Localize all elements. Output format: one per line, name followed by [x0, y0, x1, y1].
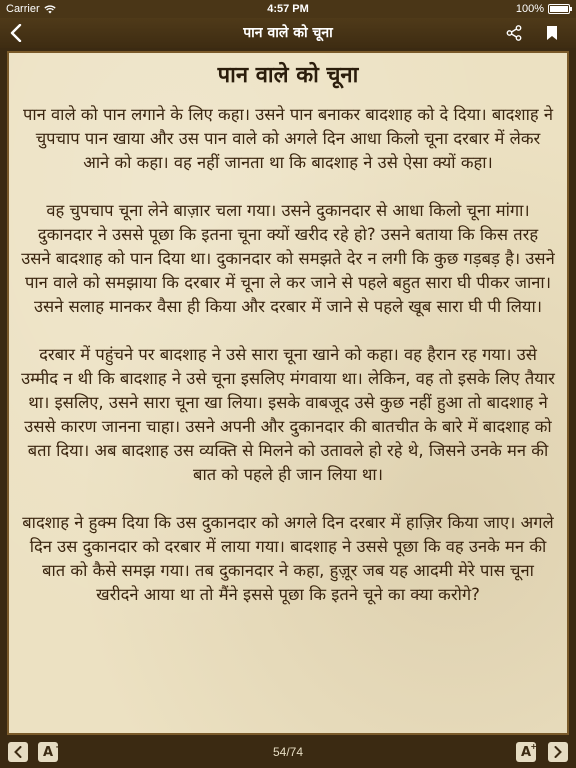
page-counter: 54/74: [272, 745, 304, 759]
status-time: 4:57 PM: [267, 3, 309, 15]
battery-icon: [548, 4, 570, 14]
next-page-button[interactable]: [548, 742, 568, 762]
status-bar: [0, 0, 576, 18]
story-content[interactable]: [7, 51, 569, 735]
share-button[interactable]: [502, 21, 526, 45]
chevron-right-icon: [554, 746, 562, 758]
story-paragraph: बादशाह ने हुक्म दिया कि उस दुकानदार को अगले दिन दरबार में हाज़िर किया जाए। अगले दिन उस दुकानदार को दरबार में लाया गया। बादशाह ने उससे पूछा कि वह उनके मन की बात को कैसे समझ गया। तब दुकानदार ने कहा, हुज़ूर जब यह आदमी मेरे पास चूना खरीदने आया था तो मैंने इससे पूछा कि इतने चूने का क्या करोगे?: [22, 513, 554, 604]
bottom-toolbar: [0, 738, 576, 768]
nav-bar: [0, 18, 576, 48]
battery-percent: 100%: [515, 3, 544, 15]
story-title: पान वाले को चूना: [217, 63, 359, 88]
story-paragraph: पान वाले को पान लगाने के लिए कहा। उसने पान बनाकर बादशाह को दे दिया। बादशाह ने चुपचाप पान खाया और उस पान वाले को अगले दिन आधा किलो चूना दरबार में लेकर आने को कहा। वह नहीं जानता था कि बादशाह ने उसे ऐसा क्यों कहा।: [22, 105, 554, 172]
font-decrease-icon: A -: [42, 741, 60, 760]
bookmark-icon: [546, 25, 558, 41]
story-paragraph: दरबार में पहुंचने पर बादशाह ने उसे सारा चूना खाने को कहा। वह हैरान रह गया। उसे उम्मीद न थी कि बादशाह ने उसे चूना इसलिए मंगवाया था। लेकिन, वह तो इसके लिए तैयार था। इसलिए, उसने सारा चूना खा लिया। इसके वाबजूद उसे कुछ नहीं हुआ तो बादशाह ने उससे कारण जानना चाहा। उसने अपनी और दुकानदार की बातचीत के बारे में बादशाह को बता दिया। अब बादशाह उस व्यक्ति से मिलने को उतावले हो रहे थे, जिसने उनके मन की बात को पहले ही जान लिया था।: [21, 345, 555, 484]
increase-font-button[interactable]: [516, 742, 536, 762]
carrier-label: Carrier: [6, 3, 40, 15]
battery-indicator: [516, 3, 570, 15]
bookmark-button[interactable]: [540, 21, 564, 45]
story-paragraph: वह चुपचाप चूना लेने बाज़ार चला गया। उसने दुकानदार से आधा किलो चूना मांगा। दुकानदार ने उससे पूछा कि इतना चूना क्यों खरीद रहे हो? उसने बताया कि किस तरह उसने बादशाह को पान दिया था। दुकानदार को समझते देर न लगी कि कुछ गड़बड़ है। उसने पान वाले को समझाया कि दरबार में चूना ले कर जाने से पहले बहुत सारा घी पीकर जाना। उसने सलाह मानकर वैसा ही किया और दरबार में जाने से पहले खूब सारा घी पी लिया।: [21, 201, 555, 316]
font-increase-icon: A +: [520, 741, 538, 760]
nav-title: पान वाले को चूना: [243, 25, 333, 41]
share-icon: [506, 25, 522, 41]
